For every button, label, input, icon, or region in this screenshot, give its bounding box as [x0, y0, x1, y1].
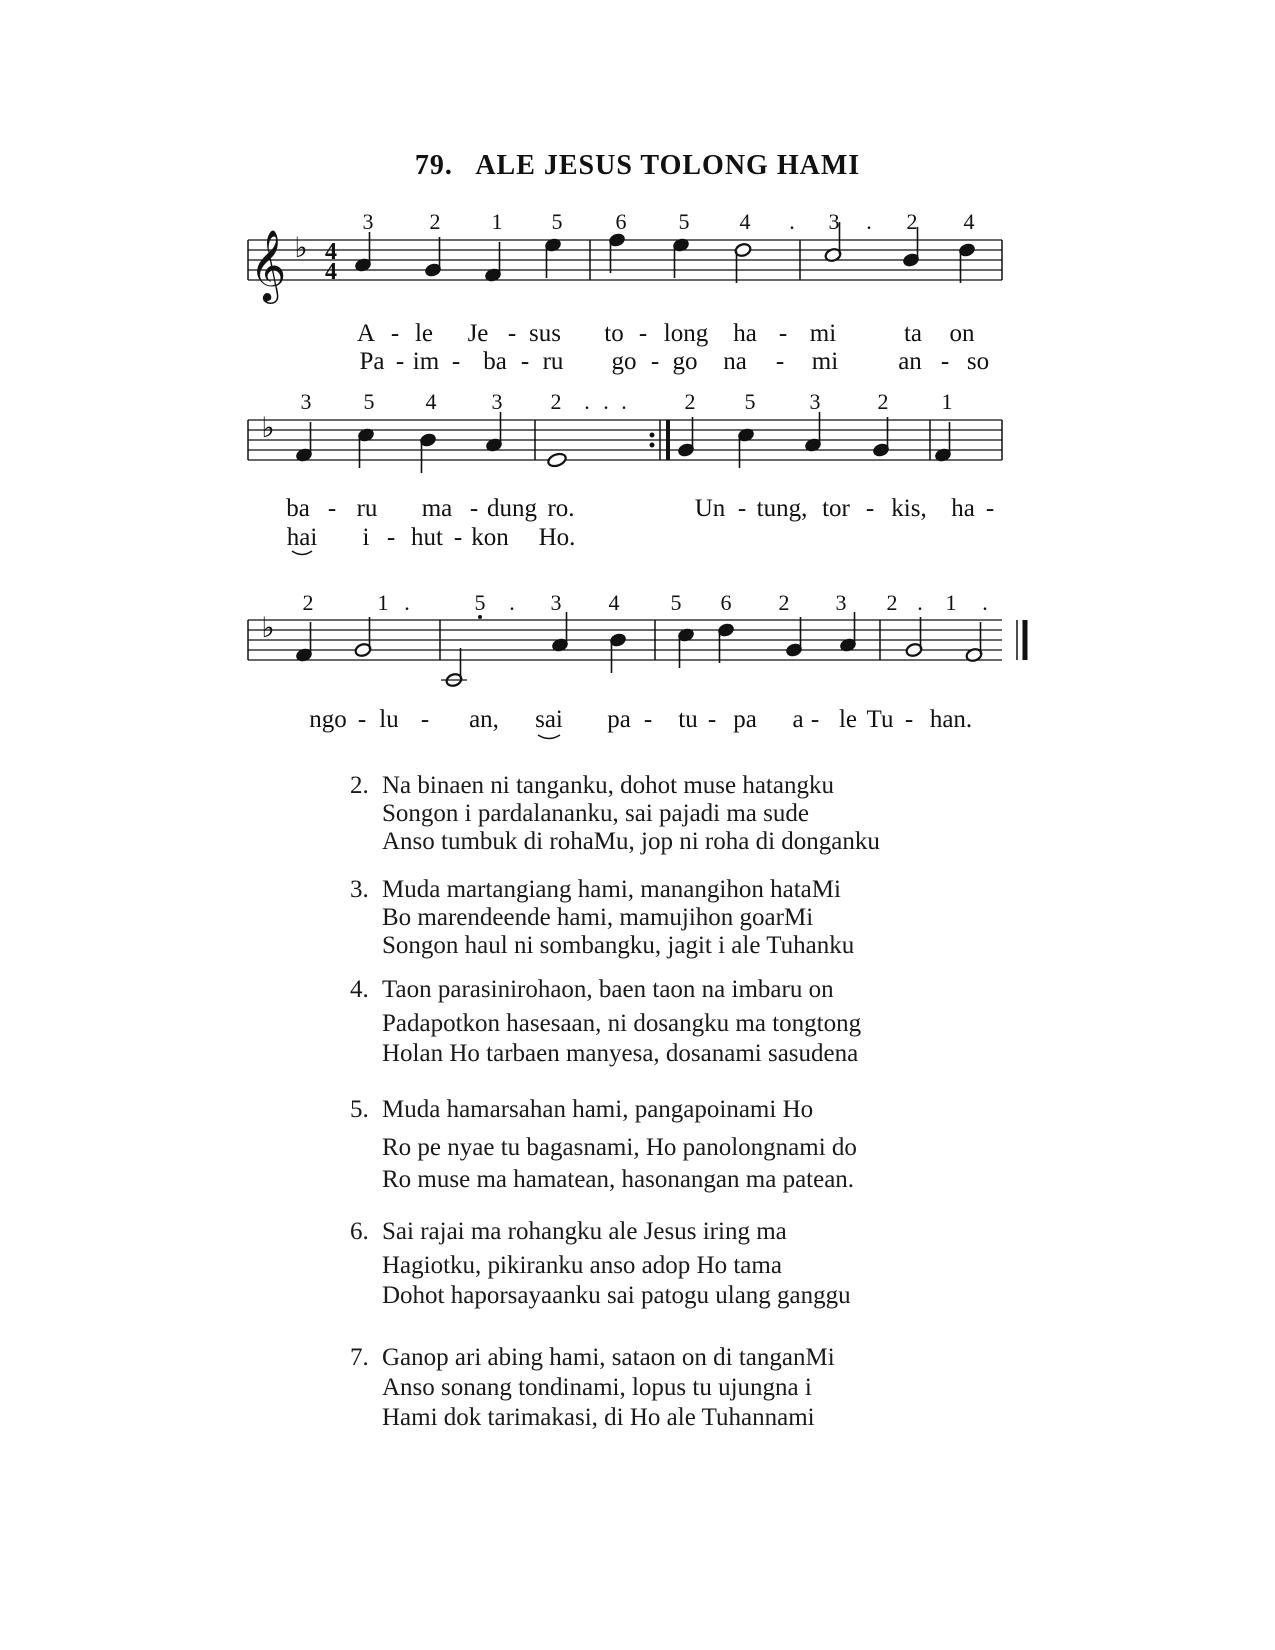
- lyric-syllable: Pa: [359, 348, 385, 375]
- lyric-syllable: an: [898, 348, 922, 375]
- lyric-syllable: -: [904, 706, 914, 733]
- lyric-syllable: -: [520, 348, 530, 375]
- lyric-syllable: ro.: [547, 495, 575, 522]
- melody-number: 2: [302, 590, 314, 615]
- lyric-syllable: han.: [929, 706, 973, 733]
- lyric-syllable: kis,: [891, 495, 927, 522]
- lyric-syllable: ba: [286, 495, 310, 522]
- melody-number: .: [982, 590, 988, 615]
- lyric-syllable: ru: [542, 348, 564, 375]
- verse-line: Muda hamarsahan hami, pangapoinami Ho: [382, 1096, 814, 1123]
- music-score: [0, 0, 1275, 760]
- verse-number: 4.: [350, 976, 369, 1003]
- lyric-syllable: long: [663, 320, 709, 347]
- lyric-syllable: mi: [809, 320, 837, 347]
- lyric-syllable: na: [723, 348, 747, 375]
- melody-number: 3: [835, 590, 847, 615]
- lyric-syllable: -: [420, 706, 430, 733]
- verse-line: Padapotkon hasesaan, ni dosangku ma tongtong: [382, 1010, 862, 1037]
- melody-number: .: [584, 389, 590, 414]
- verse-line: Bo marendeende hami, mamujihon goarMi: [382, 904, 814, 931]
- lyric-syllable: le: [838, 706, 858, 733]
- lyric-syllable: mi: [811, 348, 839, 375]
- lyric-syllable: sus: [529, 320, 561, 347]
- lyric-syllable: -: [985, 495, 995, 522]
- melody-number: 1: [377, 590, 389, 615]
- lyric-syllable: a: [792, 706, 804, 733]
- lyric-syllable: -: [390, 320, 400, 347]
- lyric-syllable: -: [865, 495, 875, 522]
- lyric-syllable: hut: [411, 524, 443, 551]
- lyric-syllable: -: [707, 706, 717, 733]
- lyric-syllable: im: [412, 348, 440, 375]
- melody-number: 1: [945, 590, 957, 615]
- melody-number: 2: [684, 389, 696, 414]
- verse-line: Songon haul ni sombangku, jagit i ale Tuhanku: [382, 932, 855, 959]
- verse-line: Dohot haporsayaanku sai patogu ulang ganggu: [382, 1282, 851, 1309]
- lyric-syllable: Tu: [866, 706, 894, 733]
- verse-line: Na binaen ni tanganku, dohot muse hatangku: [382, 772, 834, 799]
- lyric-syllable: le: [414, 320, 434, 347]
- lyric-syllable: tu: [678, 706, 698, 733]
- lyric-syllable: tung,: [756, 495, 808, 522]
- melody-number: 2: [886, 590, 898, 615]
- lyric-syllable: Un: [694, 495, 726, 522]
- melody-number: 5: [678, 209, 690, 234]
- lyric-syllable: -: [357, 706, 367, 733]
- lyric-syllable: -: [940, 348, 950, 375]
- melody-number: .: [603, 389, 609, 414]
- whole-note: [547, 452, 568, 468]
- hymn-title-text: ALE JESUS TOLONG HAMI: [475, 150, 861, 181]
- melody-number: 3: [550, 590, 562, 615]
- treble-clef-icon: 𝄞: [249, 232, 287, 300]
- lyric-syllable: ba: [483, 348, 507, 375]
- lyric-syllable: so: [966, 348, 990, 375]
- melody-number: 4: [963, 209, 975, 234]
- melody-number: 5: [474, 590, 486, 615]
- lyric-syllable: ngo: [309, 706, 347, 733]
- verse-line: Hami dok tarimakasi, di Ho ale Tuhannami: [382, 1404, 815, 1431]
- melody-number: 3: [362, 209, 374, 234]
- melody-number: 2: [877, 389, 889, 414]
- lyric-syllable: pa: [607, 706, 631, 733]
- melody-number: 6: [615, 209, 627, 234]
- melody-number: 3: [491, 389, 503, 414]
- verse-line: Holan Ho tarbaen manyesa, dosanami sasudena: [382, 1040, 859, 1067]
- verse-line: Ro pe nyae tu bagasnami, Ho panolongnami do: [382, 1134, 857, 1161]
- lyric-syllable: on: [949, 320, 975, 347]
- melody-number: 5: [744, 389, 756, 414]
- lyric-syllable: sai: [535, 706, 563, 733]
- melody-number: .: [621, 389, 627, 414]
- lyric-syllable: ma: [421, 495, 453, 522]
- melody-number: 6: [720, 590, 732, 615]
- melody-number: 3: [809, 389, 821, 414]
- flat-sign: ♭: [294, 233, 308, 264]
- verse-line: Ganop ari abing hami, sataon on di tanganMi: [382, 1344, 835, 1371]
- melody-number: 2: [906, 209, 918, 234]
- melody-number: 5: [363, 389, 375, 414]
- verse-number: 6.: [350, 1218, 369, 1245]
- melody-number: 2: [778, 590, 790, 615]
- verse-number: 7.: [350, 1344, 369, 1371]
- lyric-syllable: -: [451, 348, 461, 375]
- verse-line: Hagiotku, pikiranku anso adop Ho tama: [382, 1252, 782, 1279]
- verse-line: Anso sonang tondinami, lopus tu ujungna i: [382, 1374, 812, 1401]
- lyric-syllable: -: [386, 524, 396, 551]
- lyric-syllable: lu: [379, 706, 399, 733]
- verse-line: Taon parasinirohaon, baen taon na imbaru on: [382, 976, 834, 1003]
- melody-number: 1: [941, 389, 953, 414]
- verse-line: Sai rajai ma rohangku ale Jesus iring ma: [382, 1218, 787, 1245]
- lyric-syllable: hai: [286, 524, 318, 551]
- lyric-syllable: -: [395, 348, 405, 375]
- verse-line: Anso tumbuk di rohaMu, jop ni roha di donganku: [382, 828, 880, 855]
- lyric-syllable: -: [469, 495, 479, 522]
- lyric-syllable: pa: [733, 706, 757, 733]
- melody-number: 3: [300, 389, 312, 414]
- time-signature-bottom: 4: [325, 259, 337, 285]
- melody-number: 4: [739, 209, 751, 234]
- lyric-syllable: ha: [733, 320, 757, 347]
- verse-line: Ro muse ma hamatean, hasonangan ma patean.: [382, 1166, 855, 1193]
- melody-number: 3: [828, 209, 840, 234]
- lyric-syllable: ta: [903, 320, 923, 347]
- verse-line: Muda martangiang hami, manangihon hataMi: [382, 876, 841, 903]
- lyric-syllable: to: [604, 320, 624, 347]
- melody-number: 5: [670, 590, 682, 615]
- lyric-syllable: -: [810, 706, 820, 733]
- lyric-syllable: i: [362, 524, 370, 551]
- lyric-syllable: -: [775, 348, 785, 375]
- lyric-slur: [292, 551, 312, 555]
- lyric-syllable: -: [778, 320, 788, 347]
- melody-number: .: [509, 590, 515, 615]
- verse-number: 5.: [350, 1096, 369, 1123]
- lyric-syllable: -: [643, 706, 653, 733]
- repeat-dot: [650, 443, 655, 448]
- lyric-syllable: -: [650, 348, 660, 375]
- lyric-syllable: Ho.: [538, 524, 576, 551]
- lyric-syllable: -: [453, 524, 463, 551]
- melody-number: 5: [551, 209, 563, 234]
- lyric-syllable: -: [327, 495, 337, 522]
- lyric-syllable: dung: [487, 495, 537, 522]
- lyric-syllable: -: [507, 320, 517, 347]
- melody-number: 2: [550, 389, 562, 414]
- melody-number: 1: [491, 209, 503, 234]
- lyric-syllable: kon: [471, 524, 509, 551]
- lyric-syllable: -: [737, 495, 747, 522]
- lyric-syllable: ha: [951, 495, 975, 522]
- melody-number: 2: [429, 209, 441, 234]
- lyric-syllable: go: [611, 348, 637, 375]
- melody-number: .: [404, 590, 410, 615]
- verse-line: Songon i pardalananku, sai pajadi ma sude: [382, 800, 809, 827]
- flat-sign: ♭: [261, 613, 275, 644]
- flat-sign: ♭: [261, 413, 275, 444]
- repeat-dot: [650, 433, 655, 438]
- lyric-syllable: tor: [822, 495, 850, 522]
- lyric-syllable: A: [356, 320, 376, 347]
- melody-number: 4: [425, 389, 437, 414]
- lyric-syllable: ru: [356, 495, 378, 522]
- verse-number: 3.: [350, 876, 369, 903]
- lyric-syllable: -: [638, 320, 648, 347]
- time-signature-top: 4: [325, 239, 337, 265]
- lyric-syllable: Je: [467, 320, 489, 347]
- verse-number: 2.: [350, 772, 369, 799]
- octave-dot: [478, 615, 482, 619]
- hymn-number: 79.: [414, 150, 453, 181]
- melody-number: 4: [608, 590, 620, 615]
- melody-number: .: [866, 209, 872, 234]
- lyric-slur: [538, 735, 560, 739]
- melody-number: .: [917, 590, 923, 615]
- lyric-syllable: go: [672, 348, 698, 375]
- lyric-syllable: an,: [469, 706, 499, 733]
- melody-number: .: [789, 209, 795, 234]
